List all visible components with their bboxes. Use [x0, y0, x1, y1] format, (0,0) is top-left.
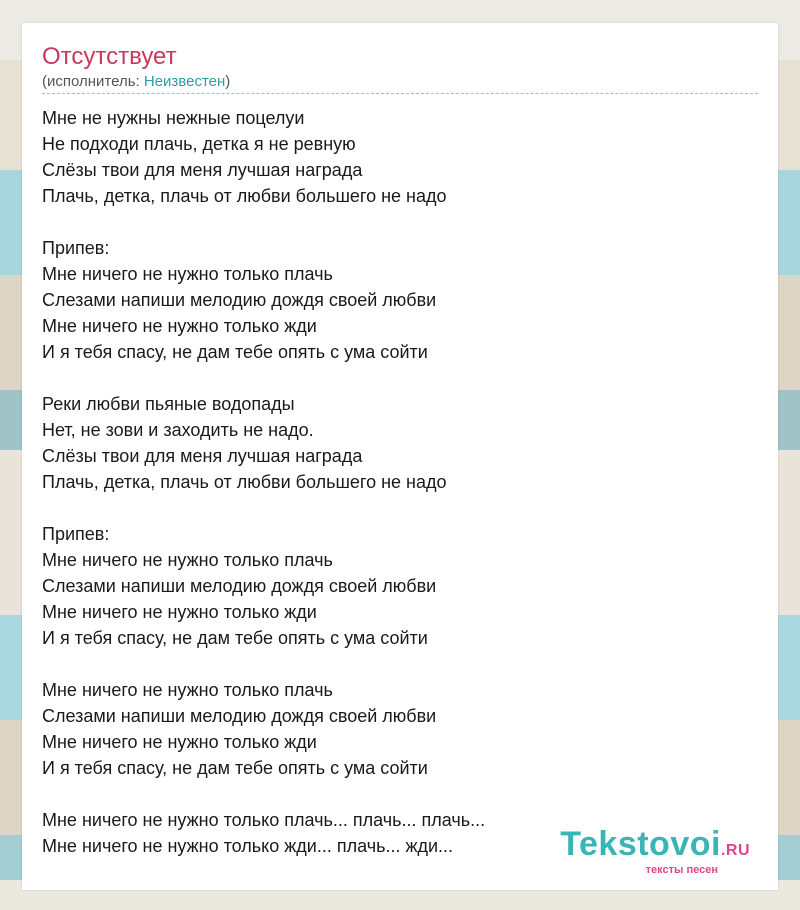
lyric-line: И я тебя спасу, не дам тебе опять с ума сойти: [42, 342, 428, 362]
lyric-line: [42, 781, 485, 807]
site-logo[interactable]: [560, 827, 750, 876]
lyric-line: Мне ничего не нужно только плачь... плачь... плачь...: [42, 810, 486, 830]
dashed-divider: [42, 93, 758, 94]
lyric-line: Плачь, детка, плачь от любви большего не надо: [42, 186, 447, 206]
lyric-line: [42, 365, 485, 391]
lyric-line: Не подходи плачь, детка я не ревную: [42, 134, 356, 154]
lyric-line: Слезами напиши мелодию дождя своей любви: [42, 290, 437, 310]
lyric-line: И я тебя спасу, не дам тебе опять с ума сойти: [42, 758, 428, 778]
lyric-line: Мне не нужны нежные поцелуи: [42, 108, 305, 128]
lyric-line: [42, 495, 485, 521]
logo-name: Tekstovoi: [560, 825, 721, 863]
lyric-line: Мне ничего не нужно только плачь: [42, 680, 333, 700]
logo-tld: .RU: [720, 842, 750, 859]
lyric-line: Припев:: [42, 524, 110, 544]
lyric-line: И я тебя спасу, не дам тебе опять с ума сойти: [42, 628, 428, 648]
lyric-line: Мне ничего не нужно только плачь: [42, 264, 333, 284]
lyric-line: Припев:: [42, 238, 110, 258]
lyric-line: Слёзы твои для меня лучшая награда: [42, 160, 363, 180]
lyric-line: Слёзы твои для меня лучшая награда: [42, 446, 363, 466]
lyric-line: Мне ничего не нужно только жди... плачь... жди...: [42, 836, 454, 856]
artist-prefix: (исполнитель:: [42, 73, 144, 90]
lyric-line: Плачь, детка, плачь от любви большего не надо: [42, 472, 447, 492]
artist-suffix: ): [225, 73, 231, 90]
lyric-line: [42, 209, 485, 235]
lyric-line: Мне ничего не нужно только плачь: [42, 550, 333, 570]
lyric-line: Слезами напиши мелодию дождя своей любви: [42, 706, 437, 726]
lyric-line: Слезами напиши мелодию дождя своей любви: [42, 576, 437, 596]
lyrics-sheet: [22, 23, 778, 890]
lyric-line: Мне ничего не нужно только жди: [42, 732, 317, 752]
lyric-line: Нет, не зови и заходить не надо.: [42, 420, 314, 440]
song-title: Отсутствует: [42, 43, 177, 70]
artist-link[interactable]: Неизвестен: [143, 73, 226, 90]
lyric-line: Мне ничего не нужно только жди: [42, 602, 317, 622]
lyric-line: [42, 651, 485, 677]
logo-tagline: тексты песен: [645, 864, 718, 876]
lyric-line: Мне ничего не нужно только жди: [42, 316, 317, 336]
artist-line: [42, 73, 230, 91]
lyrics-body: [42, 105, 485, 859]
lyric-line: Реки любви пьяные водопады: [42, 394, 295, 414]
